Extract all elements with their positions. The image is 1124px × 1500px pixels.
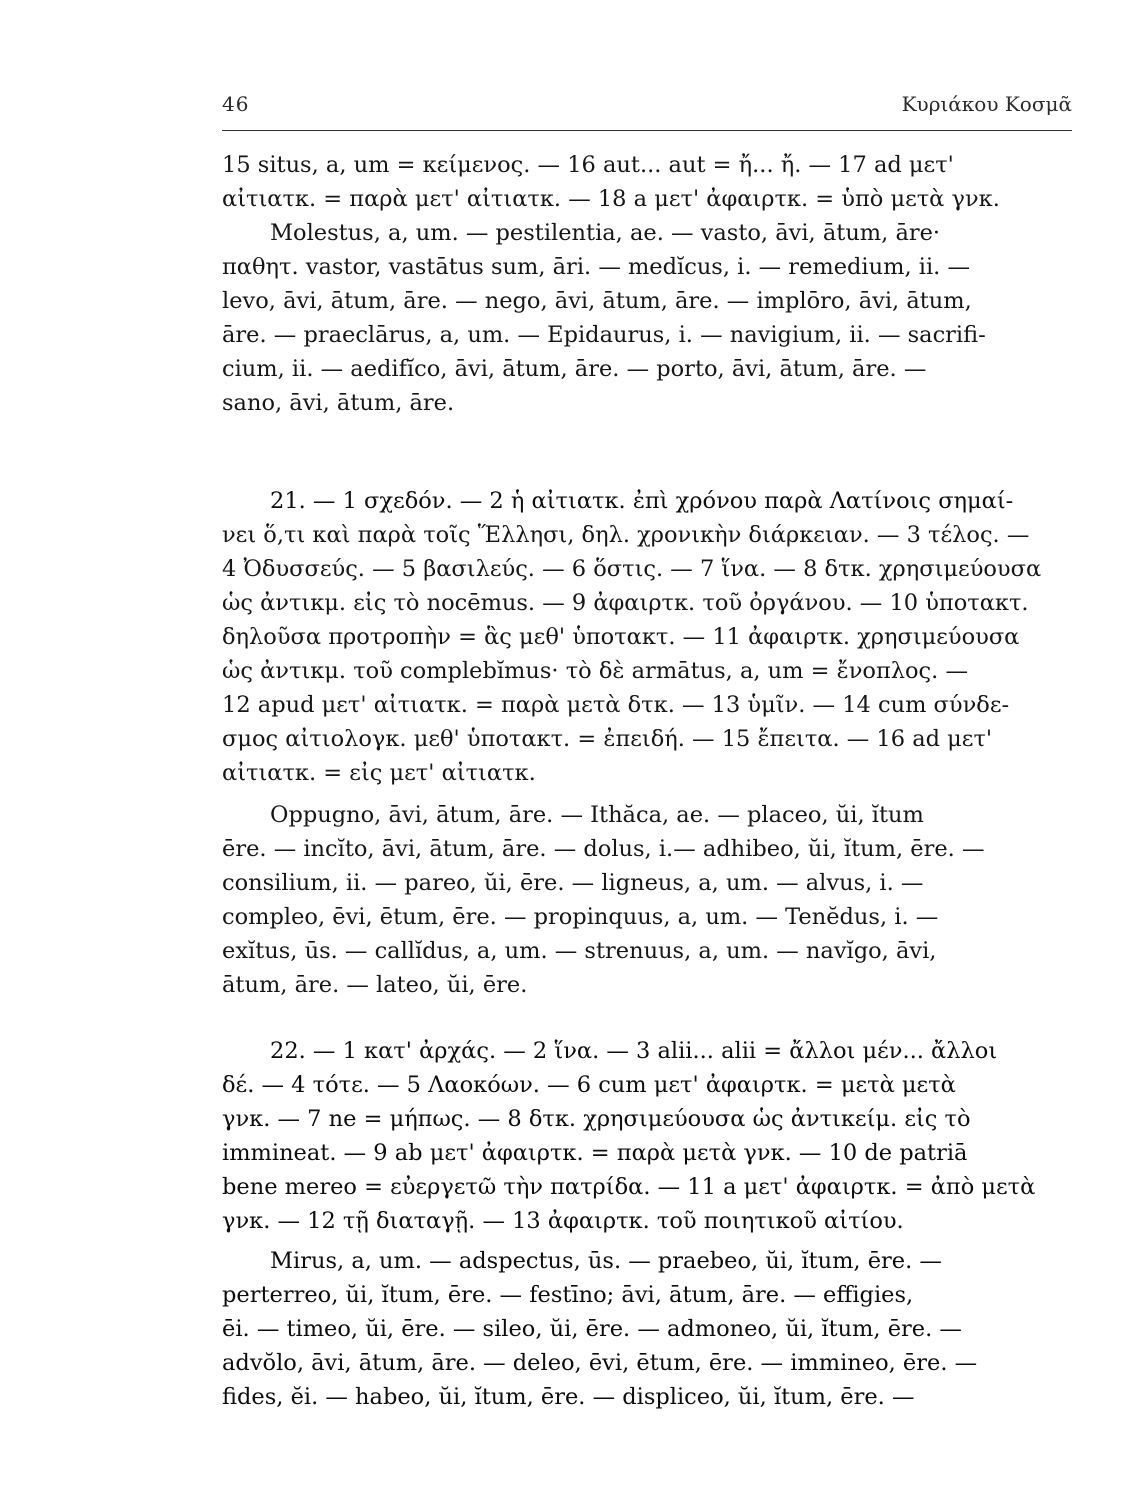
text-line: ὡς ἀντικμ. τοῦ complebĭmus· τὸ δὲ armātus, a, um = ἔνοπλος. —	[222, 658, 968, 684]
text-line: 12 apud μετ' αἰτιατκ. = παρὰ μετὰ δτκ. — 13 ὑμῖν. — 14 cum σύνδε-	[222, 692, 1010, 718]
running-head	[222, 92, 1072, 126]
text-line: αἰτιατκ. = παρὰ μετ' αἰτιατκ. — 18 a μετ' ἀφαιρτκ. = ὑπὸ μετὰ γνκ.	[222, 186, 1000, 212]
text-line: sano, āvi, ātum, āre.	[222, 390, 455, 416]
text-line: compleo, ēvi, ētum, ēre. — propinquus, a, um. — Tenĕdus, i. —	[222, 904, 939, 930]
text-line: āre. — praeclārus, a, um. — Epidaurus, i. — navigium, ii. — sacrifi-	[222, 322, 986, 348]
text-line: δηλοῦσα προτροπὴν = ἃς μεθ' ὑποτακτ. — 11 ἀφαιρτκ. χρησιμεύουσα	[222, 624, 1020, 650]
text-line: bene mereo = εὐεργετῶ τὴν πατρίδα. — 11 a μετ' ἀφαιρτκ. = ἀπὸ μετὰ	[222, 1174, 1036, 1200]
text-line: consilium, ii. — pareo, ŭi, ēre. — ligneus, a, um. — alvus, i. —	[222, 870, 924, 896]
text-line: Molestus, a, um. — pestilentia, ae. — vasto, āvi, ātum, āre·	[270, 220, 941, 246]
page-number: 46	[222, 92, 250, 116]
text-line: 4 Ὀδυσσεύς. — 5 βασιλεύς. — 6 ὅστις. — 7 ἵνα. — 8 δτκ. χρησιμεύουσα	[222, 556, 1042, 582]
header-rule	[222, 130, 1072, 131]
text-line: ātum, āre. — lateo, ŭi, ēre.	[222, 972, 528, 998]
text-line: δέ. — 4 τότε. — 5 Λαοκόων. — 6 cum μετ' ἀφαιρτκ. = μετὰ μετὰ	[222, 1072, 956, 1098]
text-line: ὡς ἀντικμ. εἰς τὸ nocēmus. — 9 ἀφαιρτκ. τοῦ ὀργάνου. — 10 ὑποτακτ.	[222, 590, 1029, 616]
section-21-heading-line: 21. — 1 σχεδόν. — 2 ἡ αἰτιατκ. ἐπὶ χρόνου παρὰ Λατίνοις σημαί-	[270, 488, 1014, 514]
text-line: fides, ĕi. — habeo, ŭi, ĭtum, ēre. — displiceo, ŭi, ĭtum, ēre. —	[222, 1384, 915, 1410]
text-line: σμος αἰτιολογκ. μεθ' ὑποτακτ. = ἐπειδή. — 15 ἔπειτα. — 16 ad μετ'	[222, 726, 993, 752]
text-line: γνκ. — 12 τῇ διαταγῇ. — 13 ἀφαιρτκ. τοῦ ποιητικοῦ αἰτίου.	[222, 1208, 904, 1234]
section-22-heading-line: 22. — 1 κατ' ἀρχάς. — 2 ἵνα. — 3 alii... alii = ἄλλοι μέν... ἄλλοι	[270, 1038, 998, 1064]
text-line: immineat. — 9 ab μετ' ἀφαιρτκ. = παρὰ μετὰ γνκ. — 10 de patriā	[222, 1140, 968, 1166]
text-line: Mirus, a, um. — adspectus, ūs. — praebeo, ŭi, ĭtum, ēre. —	[270, 1248, 942, 1274]
text-line: αἰτιατκ. = εἰς μετ' αἰτιατκ.	[222, 760, 536, 786]
running-head-author: Κυριάκου Κοσμᾶ	[901, 92, 1072, 116]
text-line: levo, āvi, ātum, āre. — nego, āvi, ātum, āre. — implōro, āvi, ātum,	[222, 288, 972, 314]
text-line: ēre. — incĭto, āvi, ātum, āre. — dolus, i.— adhibeo, ŭi, ĭtum, ēre. —	[222, 836, 985, 862]
text-line: Oppugno, āvi, ātum, āre. — Ithăca, ae. — placeo, ŭi, ĭtum	[270, 802, 924, 828]
text-line: νει ὅ,τι καὶ παρὰ τοῖς Ἕλλησι, δηλ. χρονικὴν διάρκειαν. — 3 τέλος. —	[222, 522, 1030, 548]
text-line: παθητ. vastor, vastātus sum, āri. — medĭcus, i. — remedium, ii. —	[222, 254, 970, 280]
text-line: advŏlo, āvi, ātum, āre. — deleo, ēvi, ētum, ēre. — immineo, ēre. —	[222, 1350, 978, 1376]
text-line: exĭtus, ūs. — callĭdus, a, um. — strenuus, a, um. — navĭgo, āvi,	[222, 938, 937, 964]
text-line: ēi. — timeo, ŭi, ēre. — sileo, ŭi, ēre. — admoneo, ŭi, ĭtum, ēre. —	[222, 1316, 962, 1342]
text-line: γνκ. — 7 ne = μήπως. — 8 δτκ. χρησιμεύουσα ὡς ἀντικείμ. εἰς τὸ	[222, 1106, 971, 1132]
text-line: cium, ii. — aedifĭco, āvi, ātum, āre. — porto, āvi, ātum, āre. —	[222, 356, 927, 382]
text-line: perterreo, ŭi, ĭtum, ēre. — festīno; āvi, ātum, āre. — effigies,	[222, 1282, 914, 1308]
text-line: 15 situs, a, um = κείμενος. — 16 aut... aut = ἤ... ἤ. — 17 ad μετ'	[222, 152, 954, 178]
